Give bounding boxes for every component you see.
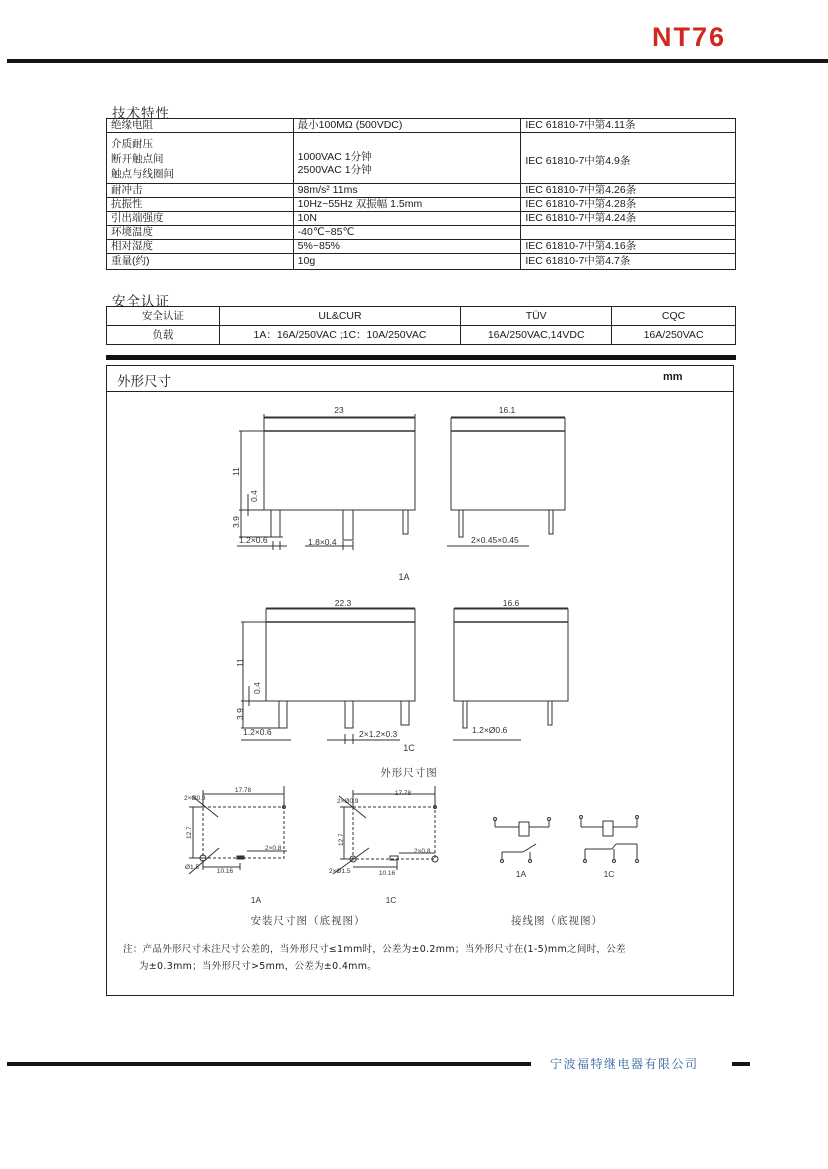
mount-label-1c: 1C (385, 895, 397, 905)
col-header: TÜV (461, 307, 612, 326)
spec-table (106, 118, 736, 270)
spec-name: 绝缘电阻 (107, 119, 294, 133)
dim-pin2-1c: 2×1.2×0.3 (359, 729, 398, 739)
spec-value: 2500VAC 1分钟 (297, 164, 372, 176)
dim-width-1a: 23 (334, 405, 344, 415)
dim-depth-1a: 16.1 (498, 405, 516, 415)
spec-subname: 断开触点间 (111, 152, 164, 165)
cell: 负载 (107, 326, 220, 345)
dim-height-1a: 11 (231, 467, 241, 476)
spec-name: 引出端强度 (107, 212, 294, 226)
table-row (107, 326, 736, 345)
footer-rule (7, 1062, 531, 1066)
cell: 16A/250VAC (612, 326, 736, 345)
mount-slot-1c: 2×0.8 (414, 848, 431, 855)
col-header: 安全认证 (107, 307, 220, 326)
footer-dash (732, 1062, 750, 1066)
dim-pin3-1a: 2×0.45×0.45 (471, 535, 519, 545)
dimensions-header (107, 366, 733, 392)
wiring-diagram-1a (494, 818, 551, 863)
spec-standard: IEC 61810-7中第4.24条 (521, 212, 736, 226)
table-row (107, 119, 736, 133)
table-row (107, 254, 736, 270)
cert-section-title: 安全认证 (112, 294, 170, 310)
mount-slot-1a: 2×0.8 (265, 845, 282, 852)
outline-drawings (107, 392, 733, 937)
col-header: UL&CUR (219, 307, 461, 326)
spec-name: 耐冲击 (107, 184, 294, 198)
spec-name: 相对湿度 (107, 240, 294, 254)
unit-label: mm (663, 371, 683, 383)
wiring-diagram-1c (580, 816, 639, 863)
table-row (107, 240, 736, 254)
cell: 1A：16A/250VAC ;1C：10A/250VAC (219, 326, 461, 345)
dim-pin2-1a: 1.8×0.4 (308, 537, 337, 547)
spec-name: 抗振性 (107, 198, 294, 212)
table-header-row (107, 307, 736, 326)
drawing-label-1c: 1C (403, 743, 415, 753)
mount-caption: 安装尺寸图（底视图） (250, 915, 366, 927)
company-name: 宁波福特继电器有限公司 (550, 1057, 699, 1071)
dim-pin1-1a: 1.2×0.6 (239, 535, 268, 545)
model-title: NT76 (652, 22, 727, 52)
wiring-label-1a: 1A (515, 869, 527, 879)
spec-standard: IEC 61810-7中第4.26条 (521, 184, 736, 198)
table-row (107, 198, 736, 212)
spec-value: 10g (293, 254, 521, 270)
front-view-1a (237, 414, 415, 550)
spec-standard: IEC 61810-7中第4.28条 (521, 198, 736, 212)
dim-pin-length-1c: 3.9 (235, 708, 245, 720)
drawing-label-1a: 1A (398, 572, 410, 582)
spec-section-title: 技术特性 (112, 106, 170, 122)
dim-gap-1c: 0.4 (252, 682, 262, 694)
dim-width-1c: 22.3 (334, 598, 352, 608)
mount-width-1c: 17.78 (394, 790, 412, 797)
spec-value: 10Hz~55Hz 双振幅 1.5mm (293, 198, 521, 212)
table-row (107, 226, 736, 240)
spec-value: 10N (293, 212, 521, 226)
mount-offset-1a: 10.16 (216, 868, 234, 875)
wiring-caption: 接线图（底视图） (511, 915, 603, 927)
spec-name: 介质耐压 (111, 137, 153, 150)
dim-pin-length-1a: 3.9 (231, 516, 241, 528)
side-view-1c (453, 608, 568, 740)
dimensions-panel (106, 365, 734, 996)
spec-standard: IEC 61810-7中第4.11条 (521, 119, 736, 133)
spec-standard: IEC 61810-7中第4.16条 (521, 240, 736, 254)
dim-height-1c: 11 (235, 658, 245, 667)
spec-standard (521, 226, 736, 240)
dim-pin3-1c: 1.2×Ø0.6 (472, 725, 508, 735)
side-view-1a (447, 417, 565, 546)
spec-value: 5%~85% (293, 240, 521, 254)
mount-hole2-1a: Ø1.5 (185, 864, 200, 871)
mount-hole2-1c: 2×Ø1.5 (329, 868, 351, 875)
spec-subname: 触点与线圈间 (111, 167, 174, 180)
mount-offset-1c: 10.16 (378, 870, 396, 877)
table-row (107, 133, 736, 184)
spec-value: 98m/s² 11ms (293, 184, 521, 198)
spec-name: 环境温度 (107, 226, 294, 240)
wiring-label-1c: 1C (603, 869, 615, 879)
cert-table (106, 306, 736, 345)
mount-height-1a: 12.7 (186, 826, 193, 839)
mount-width-1a: 17.78 (234, 787, 252, 794)
spec-standard: IEC 61810-7中第4.9条 (521, 133, 736, 184)
dimensions-title: 外形尺寸 (117, 374, 171, 390)
outline-caption: 外形尺寸图 (380, 767, 438, 779)
table-row (107, 212, 736, 226)
table-row (107, 184, 736, 198)
dim-gap-1a: 0.4 (249, 490, 259, 502)
note-line: 注：产品外形尺寸未注尺寸公差的，当外形尺寸≤1mm时，公差为±0.2mm；当外形尺寸在(1-5)mm之间时，公差 (123, 944, 626, 955)
cell: 16A/250VAC,14VDC (461, 326, 612, 345)
spec-value: 1000VAC 1分钟 (297, 151, 372, 163)
section-rule (106, 355, 736, 360)
spec-value: -40℃~85℃ (293, 226, 521, 240)
col-header: CQC (612, 307, 736, 326)
dim-pin1-1c: 1.2×0.6 (243, 727, 272, 737)
mount-label-1a: 1A (250, 895, 262, 905)
mount-hole1-1c: 2×Ø0.9 (337, 798, 359, 805)
header-rule (7, 59, 828, 63)
mount-height-1c: 12.7 (338, 833, 345, 846)
spec-standard: IEC 61810-7中第4.7条 (521, 254, 736, 270)
mount-hole1-1a: 2×Ø0.9 (184, 795, 206, 802)
dim-depth-1c: 16.6 (502, 598, 520, 608)
front-view-1c (241, 608, 415, 744)
spec-name: 重量(约) (107, 254, 294, 270)
note-line: 为±0.3mm；当外形尺寸>5mm，公差为±0.4mm。 (139, 961, 378, 972)
tolerance-note (123, 941, 723, 975)
spec-value: 最小100MΩ (500VDC) (293, 119, 521, 133)
